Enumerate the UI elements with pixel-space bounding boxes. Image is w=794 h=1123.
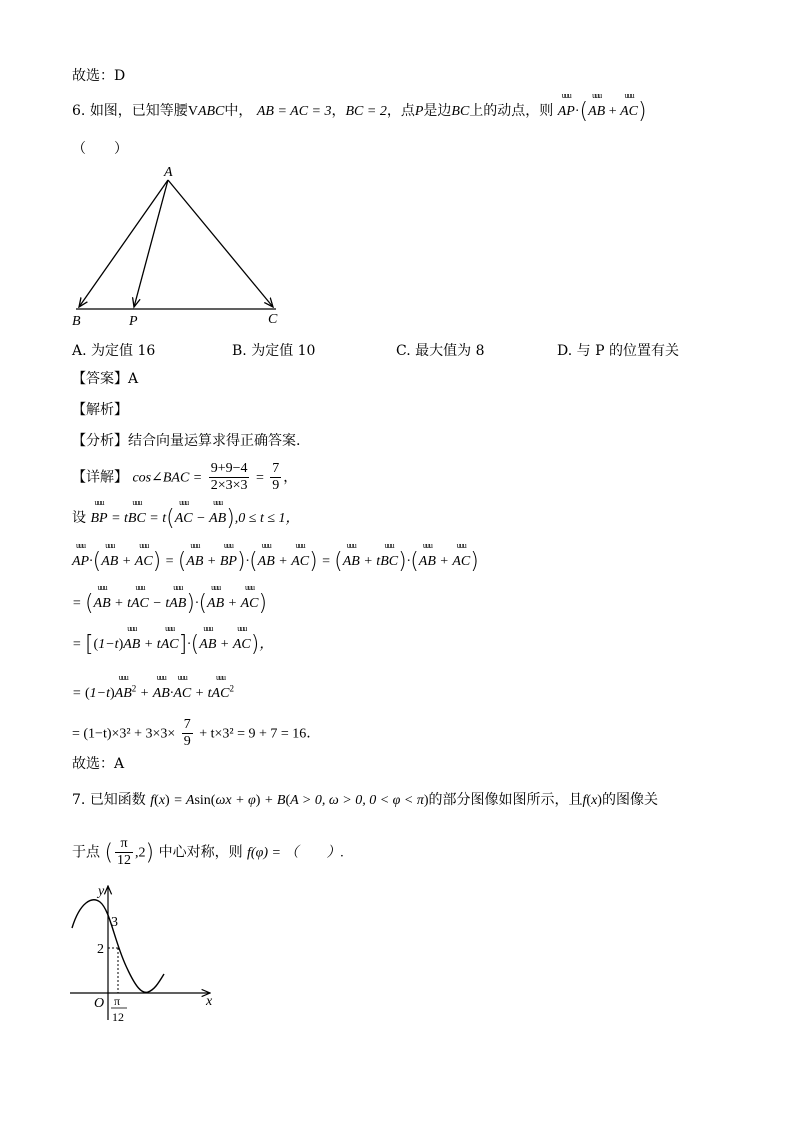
q6-text: 上的动点，则 xyxy=(469,103,554,119)
q7-stem-line2: 于点 ( $\frac{\pi}{12}$ ,2) 中心对称，则 f(φ) = （ ）. xyxy=(72,836,344,868)
function-graph xyxy=(60,880,230,1030)
q6-text: 是边 xyxy=(423,103,452,119)
q6-text: 如图，已知等腰 xyxy=(89,103,188,119)
y-label: y xyxy=(98,884,105,899)
separator: ， xyxy=(331,103,346,119)
answer-line: 【答案】A xyxy=(72,371,139,387)
analysis-tag: 【解析】 xyxy=(72,402,128,418)
condition-ab-ac: AB = AC = 3 xyxy=(256,104,332,119)
q6-number: 6. xyxy=(72,103,86,119)
q6-text: 中， xyxy=(224,103,253,119)
origin-label: O xyxy=(94,996,105,1011)
previous-answer: 故选：D xyxy=(72,68,126,84)
vector-ap-line xyxy=(134,180,168,307)
expansion-line-1: uuu AP·(uuu AB + uuu AC) = (uuu AB + uuu BP)·(uuu AB + uuu AC) = (uuu AB + tuuu BC)·(uuu AB + uuu AC) xyxy=(72,551,479,572)
point-p: P xyxy=(414,104,424,119)
expansion-line-2: = (uuu AB + tuuu AC − tuuu AB)·(uuu AB + uuu AC) xyxy=(72,593,267,614)
q6-end-answer: 故选：A xyxy=(72,756,125,772)
option-c: C. 最大值为 8 xyxy=(396,343,485,359)
q7-stem-line1: 7. 已知函数 f(x) = Asin(ωx + φ) + B(A > 0, ω > 0, 0 < φ < π)的部分图像如图所示，且f(x)的图像关 xyxy=(72,792,658,808)
q6-text: ，点 xyxy=(386,103,415,119)
vector-ab-line xyxy=(79,180,168,307)
tick-pi: π xyxy=(114,994,121,1008)
option-a: A. 为定值 16 xyxy=(72,343,156,359)
side-bc: BC xyxy=(451,104,470,119)
cos-line: 【详解】 cos∠BAC = $\frac{9+9-4}{2\times 3\times 3}$ = $\frac{7}{9}$ ， xyxy=(72,461,298,493)
tick-3: 3 xyxy=(111,915,118,930)
option-b: B. 为定值 10 xyxy=(232,343,316,359)
let-line: 设 uuu BP = tuuu BC = t(uuu AC − uuu AB),0 ≤ t ≤ 1， xyxy=(72,508,300,529)
tick-2: 2 xyxy=(97,942,104,957)
triangle-figure xyxy=(60,160,300,330)
vector-ac-line xyxy=(168,180,273,307)
expansion-line-3: = [(1−t)uuu AB + tuuu AC]·(uuu AB + uuu AC)， xyxy=(72,634,273,655)
option-d: D. 与 P 的位置有关 xyxy=(557,343,679,359)
triangle-name: ABC xyxy=(197,104,225,119)
label-b: B xyxy=(72,314,81,329)
q6-vector-expression: uuu AP·(uuu AB + uuu AC) xyxy=(558,104,647,119)
label-c: C xyxy=(268,312,278,327)
q6-bracket: （ ） xyxy=(72,141,128,157)
condition-bc: BC = 2 xyxy=(345,104,387,119)
expansion-line-4: = (1−t)uuu $AB^2$ + uuu AB·uuu AC + tuuu $AC^2$ xyxy=(72,678,234,704)
final-line: = (1−t)×3² + 3×3× $\frac{7}{9}$ + t×3² = 9 + 7 = 16. xyxy=(72,717,311,749)
tick-twelve: 12 xyxy=(112,1010,124,1024)
sine-curve xyxy=(72,900,164,992)
label-a: A xyxy=(164,165,173,180)
triangle-symbol: V xyxy=(187,104,198,119)
q6-stem xyxy=(72,101,647,122)
label-p: P xyxy=(129,314,138,329)
x-label: x xyxy=(206,994,213,1009)
fenxi-line: 【分析】结合向量运算求得正确答案. xyxy=(72,433,301,449)
